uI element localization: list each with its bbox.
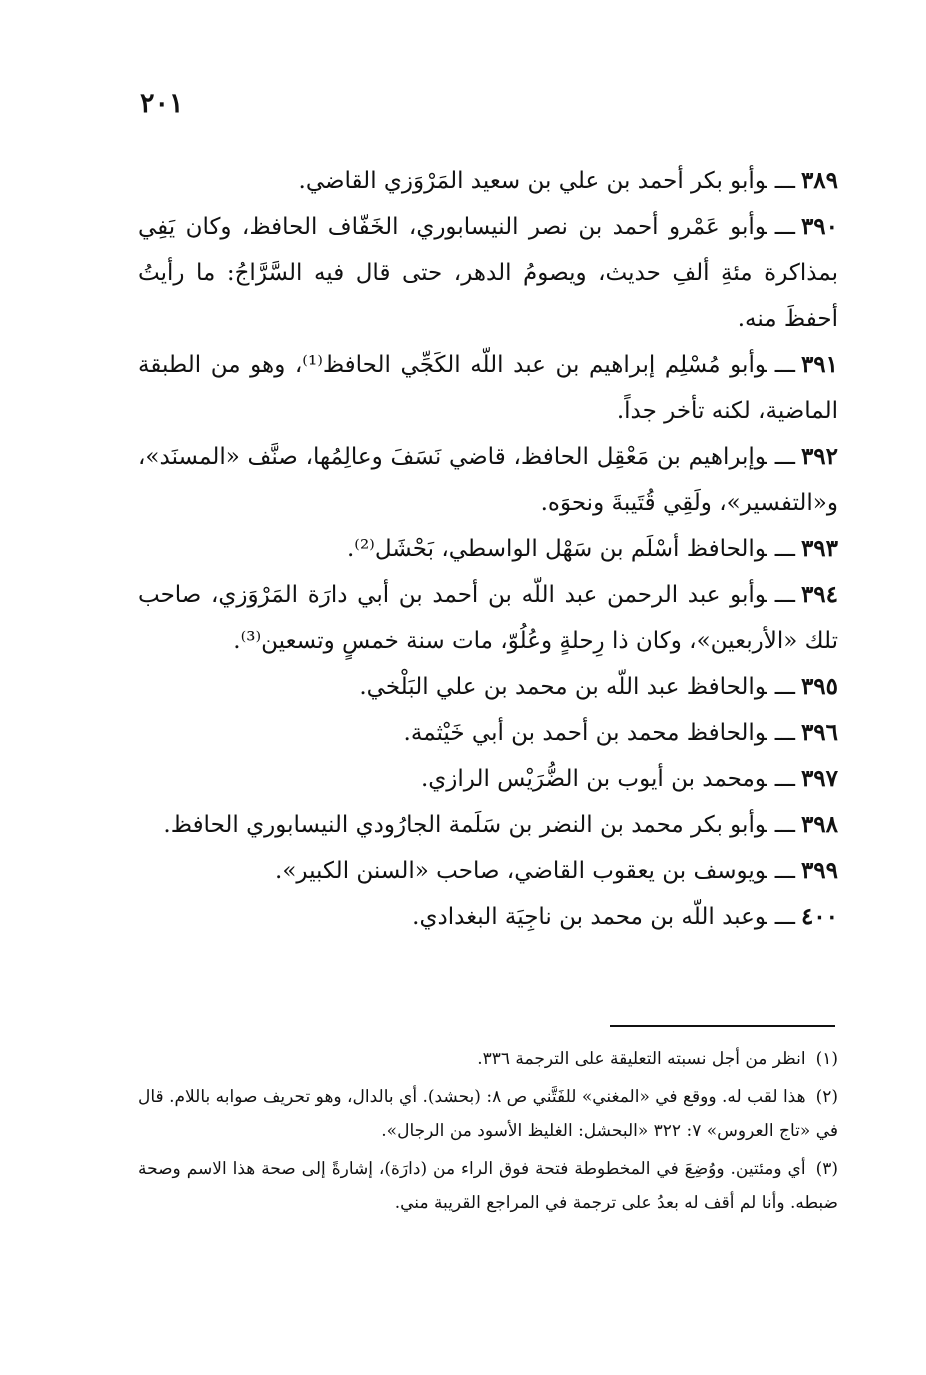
entry-392: ٣٩٢ـــوإبراهيم بن مَعْقِل الحافظ، قاضي نَسَفَ وعالِمُها، صنَّف «المسنَد»، و«التفسير»، ولَقِي قُتَيبةَ ونحوَه. (138, 443, 838, 516)
footnote-number: (٣) (815, 1159, 838, 1179)
footnote-1 (138, 1042, 838, 1076)
entry-text: ومحمد بن أيوب بن الضُّرَيْس الرازي. (420, 766, 767, 792)
entry-text: ويوسف بن يعقوب القاضي، صاحب «السنن الكبير». (275, 858, 767, 884)
entry-400: ٤٠٠ـــوعبد اللّه بن محمد بن ناجِيَة البغدادي. (412, 903, 838, 930)
entry-text: وأبو عبد الرحمن عبد اللّه بن أحمد بن أبي دارَة المَرْوَزي، صاحب تلك «الأربعين»، وكان ذا رِحلةٍ وعُلُوّ، مات سنة خمسٍ وتسعين⁽³⁾. (138, 582, 838, 654)
entry-number: ٣٩٥ (800, 673, 838, 700)
entry-397: ٣٩٧ـــومحمد بن أيوب بن الضُّرَيْس الرازي. (420, 765, 838, 792)
entry-text: والحافظ محمد بن أحمد بن أبي خَيْثمة. (403, 720, 767, 746)
entry-number: ٣٩٧ (800, 765, 838, 792)
entry-393: ٣٩٣ـــوالحافظ أسْلَم بن سَهْل الواسطي، بَحْشَل⁽²⁾. (346, 535, 838, 562)
entry-text: وأبو مُسْلِم إبراهيم بن عبد اللّه الكَجِّي الحافظ⁽¹⁾، وهو من الطبقة الماضية، لكنه تأخر جداً. (138, 352, 838, 424)
page-number: ٢٠١ (140, 88, 184, 119)
entry-391: ٣٩١ـــوأبو مُسْلِم إبراهيم بن عبد اللّه الكَجِّي الحافظ⁽¹⁾، وهو من الطبقة الماضية، لكنه تأخر جداً. (138, 351, 839, 424)
footnote-3 (138, 1152, 838, 1220)
footnote-text: انظر من أجل نسبته التعليقة على الترجمة ٣٣٦. (477, 1049, 806, 1069)
footnote-divider (610, 1025, 835, 1027)
entry-number: ٤٠٠ (800, 903, 838, 930)
entry-number: ٣٨٩ (800, 167, 838, 194)
entry-number: ٣٩٤ (800, 581, 838, 608)
entry-394: ٣٩٤ـــوأبو عبد الرحمن عبد اللّه بن أحمد بن أبي دارَة المَرْوَزي، صاحب تلك «الأربعين»، وكان ذا رِحلةٍ وعُلُوّ، مات سنة خمسٍ وتسعين⁽³⁾. (138, 581, 838, 654)
entry-number: ٣٩٣ (800, 535, 838, 562)
footnote-number: (٢) (815, 1087, 838, 1107)
footnotes (138, 1042, 838, 1224)
footnote-number: (١) (815, 1049, 838, 1069)
entry-text: وأبو عَمْرو أحمد بن نصر النيسابوري، الخَفّاف الحافظ، وكان يَفِي بمذاكرة مئةِ ألفِ حديث، ويصومُ الدهر، حتى قال فيه السَّرَّاجُ: ما رأيتُ أحفظَ منه. (138, 214, 838, 332)
entry-number: ٣٩٩ (800, 857, 838, 884)
biographical-entries (138, 158, 838, 940)
entry-text: وعبد اللّه بن محمد بن ناجِيَة البغدادي. (412, 904, 767, 930)
entry-text: والحافظ عبد اللّه بن محمد بن علي البَلْخي. (359, 674, 767, 700)
entry-396: ٣٩٦ـــوالحافظ محمد بن أحمد بن أبي خَيْثمة. (403, 719, 838, 746)
footnote-text: هذا لقب له. ووقع في «المغني» للفَتَّني ص ٨: (بحشد). أي بالدال، وهو تحريف صوابه باللام. قال في «تاج العروس» ٧: ٣٢٢ «البحشل: الغليظ الأسود من الرجال». (138, 1087, 838, 1141)
entry-text: وإبراهيم بن مَعْقِل الحافظ، قاضي نَسَفَ وعالِمُها، صنَّف «المسنَد»، و«التفسير»، ولَقِي قُتَيبةَ ونحوَه. (138, 444, 838, 516)
entry-number: ٣٩٠ (800, 213, 838, 240)
entry-390: ٣٩٠ـــوأبو عَمْرو أحمد بن نصر النيسابوري، الخَفّاف الحافظ، وكان يَفِي بمذاكرة مئةِ ألفِ حديث، ويصومُ الدهر، حتى قال فيه السَّرَّاجُ: ما رأيتُ أحفظَ منه. (138, 213, 838, 332)
footnote-text: أي ومئتين. ووُضِعَ في المخطوطة فتحة فوق الراء من (دارَة)، إشارةً إلى صحة هذا الاسم وصحة ضبطه. وأنا لم أقف له بعدُ على ترجمة في المراجع القريبة مني. (138, 1159, 838, 1213)
entry-number: ٣٩٦ (800, 719, 838, 746)
entry-389: ٣٨٩ـــوأبو بكر أحمد بن علي بن سعيد المَرْوَزي القاضي. (298, 167, 838, 194)
entry-text: وأبو بكر محمد بن النضر بن سَلَمة الجارُودي النيسابوري الحافظ. (163, 812, 767, 838)
entry-399: ٣٩٩ـــويوسف بن يعقوب القاضي، صاحب «السنن الكبير». (275, 857, 838, 884)
entry-398: ٣٩٨ـــوأبو بكر محمد بن النضر بن سَلَمة الجارُودي النيسابوري الحافظ. (163, 811, 838, 838)
entry-text: وأبو بكر أحمد بن علي بن سعيد المَرْوَزي القاضي. (298, 168, 767, 194)
entry-number: ٣٩٨ (800, 811, 838, 838)
footnote-2 (138, 1080, 838, 1148)
entry-395: ٣٩٥ـــوالحافظ عبد اللّه بن محمد بن علي البَلْخي. (359, 673, 838, 700)
entry-number: ٣٩٢ (800, 443, 838, 470)
entry-text: والحافظ أسْلَم بن سَهْل الواسطي، بَحْشَل⁽²⁾. (346, 536, 767, 562)
entry-number: ٣٩١ (800, 351, 839, 378)
